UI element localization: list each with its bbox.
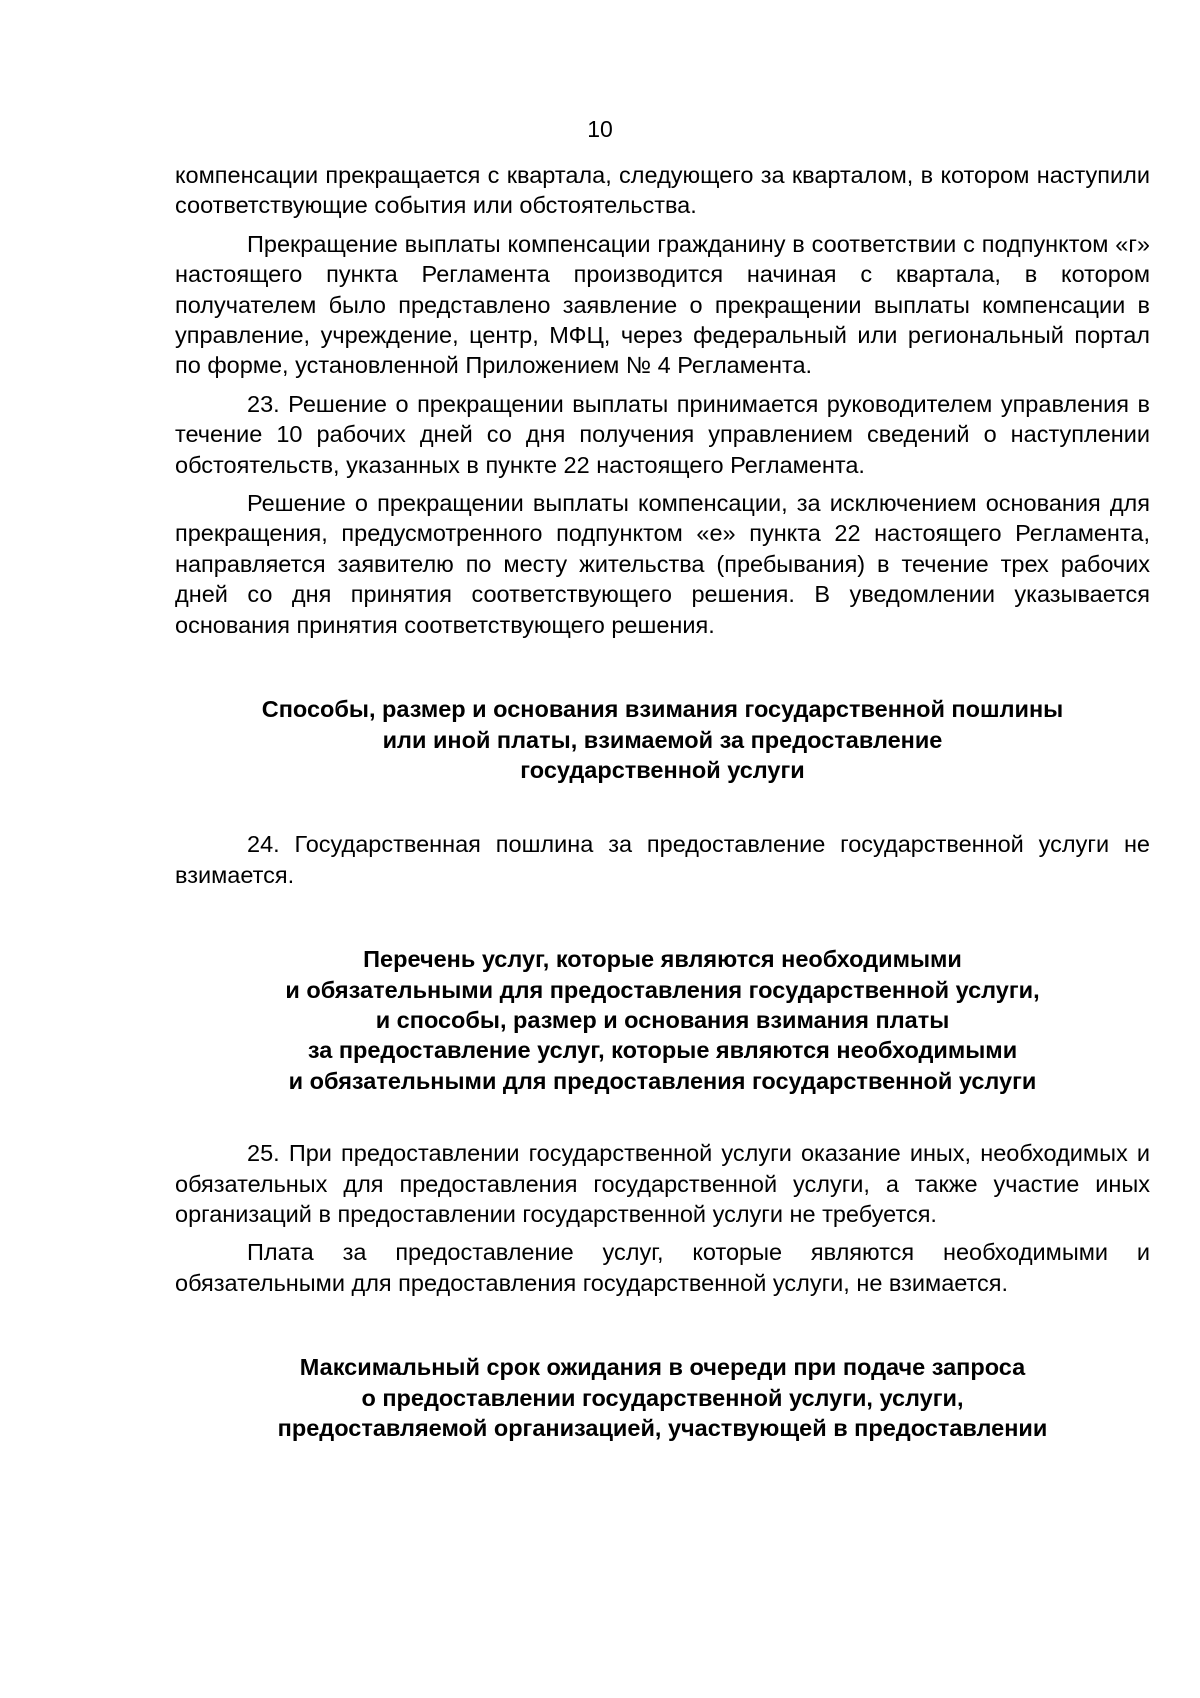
paragraph-continuation: компенсации прекращается с квартала, следующего за кварталом, в котором наступили соответствующие события или обстоятельства. (175, 162, 1150, 219)
heading-line: за предоставление услуг, которые являются необходимыми (307, 1037, 1018, 1064)
paragraph-item-23: 23. Решение о прекращении выплаты принимается руководителем управления в течение 10 рабочих дней со дня получения управлением сведений о наступлении обстоятельств, указанных в пункте 22 настоящего Регламента. (175, 390, 1150, 478)
heading-line: или иной платы, взимаемой за предоставление (382, 726, 943, 753)
page-number: 10 (587, 116, 613, 142)
section-heading-state-fee (175, 694, 1150, 785)
section-heading-required-services (175, 944, 1150, 1096)
heading-line: о предоставлении государственной услуги, услуги, (361, 1384, 964, 1411)
heading-line: предоставляемой организацией, участвующей в предоставлении (277, 1415, 1048, 1441)
heading-line: Максимальный срок ожидания в очереди при подаче запроса (299, 1354, 1026, 1381)
heading-line: государственной услуги (520, 756, 805, 783)
paragraph-termination-subpoint-g: Прекращение выплаты компенсации гражданину в соответствии с подпунктом «г» настоящего пункта Регламента производится начиная с квартала, в котором получателем было представлено заявление о прекращении выплаты компенсации в управление, учреждение, центр, МФЦ, через федеральный или региональный портал по форме, установленной Приложением № 4 Регламента. (175, 230, 1150, 379)
paragraph-item-25: 25. При предоставлении государственной услуги оказание иных, необходимых и обязательных для предоставления государственной услуги, а также участие иных организаций в предоставлении государственной услуги не требуется. (175, 1140, 1150, 1227)
section-heading-queue-time (175, 1352, 1150, 1443)
heading-line: и обязательными для предоставления государственной услуги (288, 1067, 1037, 1094)
paragraph-termination-notice: Решение о прекращении выплаты компенсации, за исключением основания для прекращения, предусмотренного подпунктом «е» пункта 22 настоящего Регламента, направляется заявителю по месту жительства (пребывания) в течение трех рабочих дней со дня принятия соответствующего решения. В уведомлении указывается основания принятия соответствующего решения. (175, 490, 1150, 638)
document-body (175, 160, 1150, 1443)
paragraph-fee-not-charged: Плата за предоставление услуг, которые являются необходимыми и обязательными для предоставления государственной услуги, не взимается. (175, 1239, 1150, 1296)
heading-line: Перечень услуг, которые являются необходимыми (363, 946, 962, 973)
heading-line: Способы, размер и основания взимания государственной пошлины (261, 696, 1064, 723)
heading-line: и способы, размер и основания взимания платы (375, 1006, 950, 1033)
paragraph-item-24: 24. Государственная пошлина за предоставление государственной услуги не взимается. (175, 831, 1150, 888)
heading-line: и обязательными для предоставления государственной услуги, (285, 976, 1040, 1003)
